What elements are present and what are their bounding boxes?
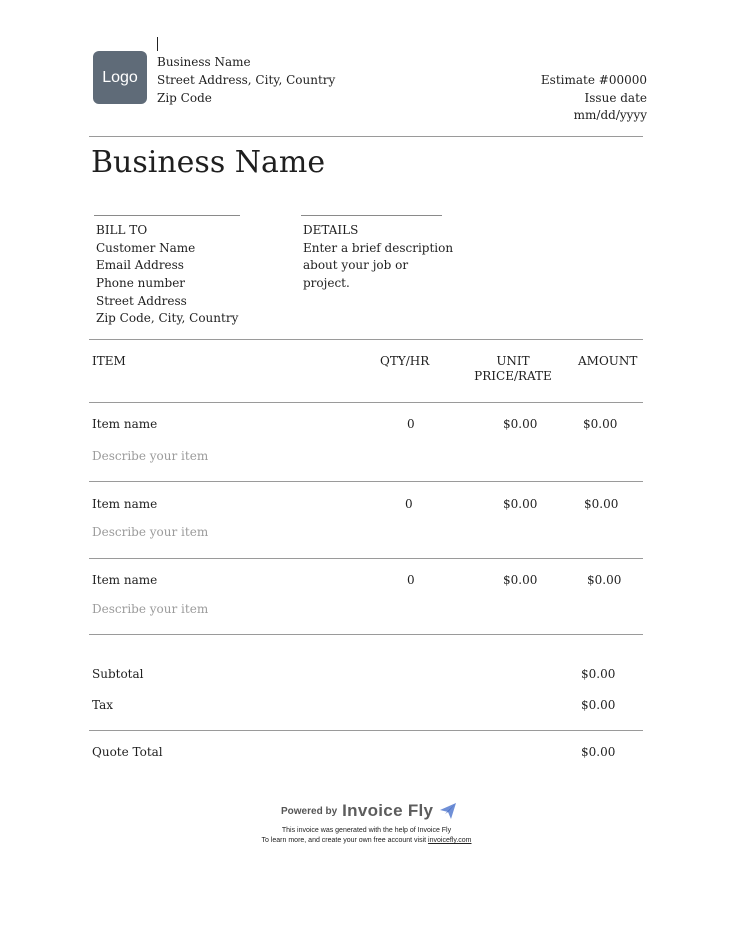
bill-to-heading: BILL TO [96,223,148,237]
brand-name: Invoice Fly [342,801,434,820]
footer-learn-more [200,837,533,844]
item-qty: 0 [405,497,413,511]
item-qty: 0 [407,417,415,431]
subtotal-value: $0.00 [581,667,616,681]
bill-to-customer-name: Customer Name [96,241,196,255]
text-cursor [157,37,158,51]
quote-total-label: Quote Total [92,745,163,759]
item-name: Item name [92,417,158,431]
column-header-qty: QTY/HR [380,354,430,368]
totals-rule [89,730,643,731]
column-header-item: ITEM [92,354,126,368]
bill-to-email: Email Address [96,258,184,272]
details-heading: DETAILS [303,223,359,237]
bill-to-phone: Phone number [96,276,186,290]
logo-placeholder[interactable] [93,51,147,104]
column-header-price-rate: PRICE/RATE [474,369,552,383]
issue-date-label: Issue date [584,91,647,105]
item-description: Describe your item [92,602,209,616]
item-unit-price: $0.00 [503,417,538,431]
item-name: Item name [92,573,158,587]
details-line-2: about your job or [303,258,409,272]
footer-learn-more-text: To learn more, and create your own free account visit [261,837,427,844]
item-description: Describe your item [92,525,209,539]
item-amount: $0.00 [587,573,622,587]
details-line-3: project. [303,276,350,290]
bill-to-street: Street Address [96,294,187,308]
estimate-number: Estimate #00000 [540,73,647,87]
header-zip-code: Zip Code [157,91,212,105]
table-bottom-rule [89,634,643,635]
details-rule [301,215,442,216]
footer-generated-text: This invoice was generated with the help of Invoice Fly [281,827,452,834]
issue-date-value: mm/dd/yyyy [573,108,647,122]
item-unit-price: $0.00 [503,573,538,587]
row-divider [89,558,643,559]
subtotal-label: Subtotal [92,667,144,681]
quote-total-value: $0.00 [581,745,616,759]
tax-value: $0.00 [581,698,616,712]
paper-plane-icon [439,802,457,820]
details-line-1: Enter a brief description [303,241,454,255]
table-header-rule [89,402,643,403]
item-amount: $0.00 [584,497,619,511]
powered-by-label: Powered by [281,805,338,817]
tax-label: Tax [92,698,113,712]
logo-label: Logo [102,68,138,86]
page-title: Business Name [91,145,326,180]
powered-by-badge [281,801,457,821]
item-qty: 0 [407,573,415,587]
row-divider [89,481,643,482]
item-name: Item name [92,497,158,511]
header-business-name: Business Name [157,55,251,69]
invoicefly-link[interactable]: invoicefly.com [428,837,472,844]
bill-to-rule [94,215,240,216]
item-amount: $0.00 [583,417,618,431]
table-top-rule [89,339,643,340]
column-header-unit: UNIT [496,354,530,368]
bill-to-zip-city: Zip Code, City, Country [96,311,239,325]
header-street-address: Street Address, City, Country [157,73,336,87]
item-description: Describe your item [92,449,209,463]
item-unit-price: $0.00 [503,497,538,511]
header-divider [89,136,643,137]
column-header-amount: AMOUNT [578,354,638,368]
